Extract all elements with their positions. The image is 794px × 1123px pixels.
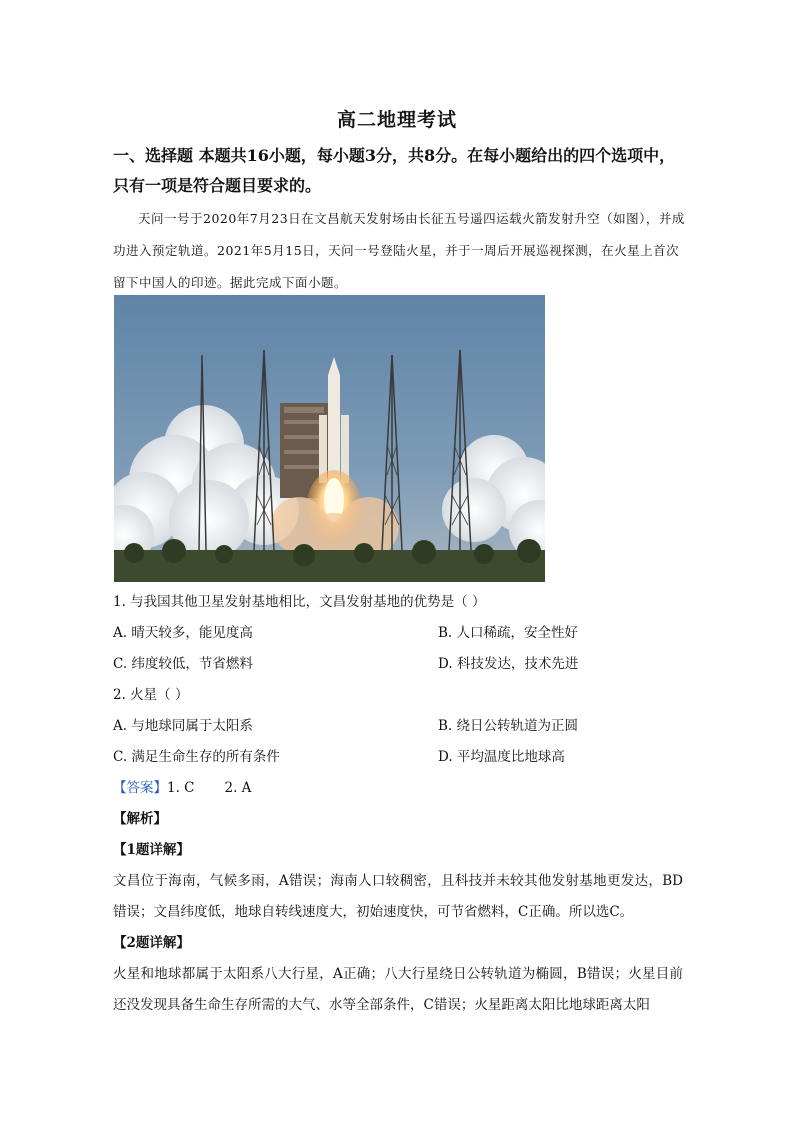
q1-option-b: B. 人口稀疏，安全性好 (438, 625, 579, 641)
q2-option-c: C. 满足生命生存的所有条件 (113, 749, 280, 765)
q2-option-a: A. 与地球同属于太阳系 (113, 718, 253, 734)
question-1-stem: 1. 与我国其他卫星发射基地相比，文昌发射基地的优势是（ ） (113, 594, 486, 610)
rocket-launch-photo (114, 295, 545, 582)
answer-2: 2. A (224, 780, 252, 796)
answer-label: 【答案】 (113, 780, 167, 796)
q1-option-d: D. 科技发达，技术先进 (438, 656, 579, 672)
analysis-label: 【解析】 (113, 811, 167, 827)
detail-2-text: 火星和地球都属于太阳系八大行星，A正确；八大行星绕日公转轨道为椭圆，B错误；火星目前还没发现具备生命生存所需的大气、水等全部条件，C错误；火星距离太阳比地球距离太阳 (113, 966, 683, 1013)
detail-1-label: 【1题详解】 (113, 842, 190, 858)
section-heading: 一、选择题 本题共16小题，每小题3分，共8分。在每小题给出的四个选项中，只有一项是符合题目要求的。 (113, 146, 676, 195)
answer-1: 1. C (167, 780, 195, 796)
q1-option-a: A. 晴天较多，能见度高 (113, 625, 253, 641)
rocket-launch-illustration (114, 295, 545, 582)
q2-option-d: D. 平均温度比地球高 (438, 749, 565, 765)
question-2-stem: 2. 火星（ ） (113, 687, 189, 703)
detail-2-label: 【2题详解】 (113, 935, 190, 951)
q2-option-b: B. 绕日公转轨道为正圆 (438, 718, 579, 734)
intro-paragraph: 天问一号于2020年7月23日在文昌航天发射场由长征五号遥四运载火箭发射升空（如图），并成功进入预定轨道。2021年5月15日，天问一号登陆火星，并于一周后开展巡视探测，在火星上首次留下中国人的印迹。据此完成下面小题。 (113, 211, 685, 290)
q1-option-c: C. 纬度较低，节省燃料 (113, 656, 253, 672)
page-title: 高二地理考试 (336, 109, 457, 131)
answer-line (113, 778, 251, 798)
detail-1-text: 文昌位于海南，气候多雨，A错误；海南人口较稠密，且科技并未较其他发射基地更发达，BD错误；文昌纬度低，地球自转线速度大，初始速度快，可节省燃料，C正确。所以选C。 (113, 873, 683, 920)
